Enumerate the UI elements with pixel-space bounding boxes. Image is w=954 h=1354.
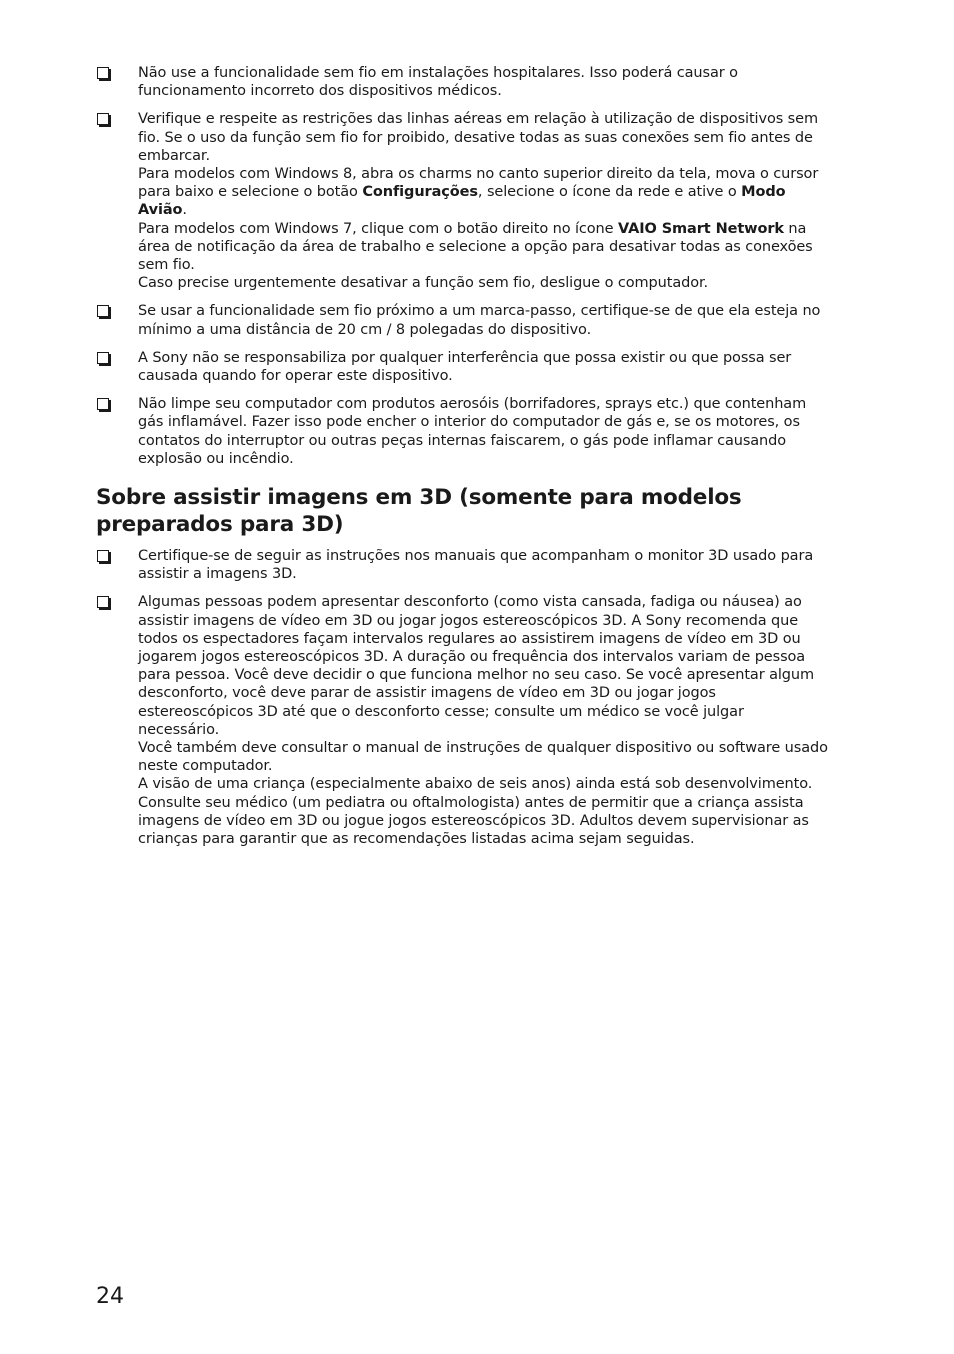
list-item xyxy=(96,395,828,468)
list-item xyxy=(96,110,828,292)
list-item xyxy=(96,547,828,583)
list-item xyxy=(96,64,828,100)
checkbox-bullet-icon xyxy=(97,596,109,608)
item-text: Algumas pessoas podem apresentar desconforto (como vista cansada, fadiga ou náusea) ao assistir imagens de vídeo em 3D ou jogar jogos estereoscópicos 3D. A Sony recomenda que todos os espectadores façam intervalos regulares ao assistirem imagens de vídeo em 3D ou jogarem jogos estereoscópicos 3D. A duração ou frequência dos intervalos variam de pessoa para pessoa. Você deve decidir o que funciona melhor no seu caso. Se você apresentar algum desconforto, você deve parar de assistir imagens de vídeo em 3D ou jogar jogos estereoscópicos 3D até que o desconforto cesse; consulte um médico se você julgar necessário. xyxy=(138,594,815,738)
list-item xyxy=(96,593,828,848)
item-text: A Sony não se responsabiliza por qualquer interferência que possa existir ou que possa ser causada quando for operar este dispositivo. xyxy=(138,349,792,385)
item-text: Certifique-se de seguir as instruções nos manuais que acompanham o monitor 3D usado para assistir a imagens 3D. xyxy=(138,548,814,583)
item-text: Você também deve consultar o manual de instruções de qualquer dispositivo ou software usado neste computador. xyxy=(138,740,828,775)
settings-button-label: Configurações xyxy=(362,184,478,201)
precautions-list xyxy=(96,64,828,478)
checkbox-bullet-icon xyxy=(97,550,109,562)
checkbox-bullet-icon xyxy=(97,113,109,125)
list-item xyxy=(96,302,828,338)
vaio-smart-network-label: VAIO Smart Network xyxy=(617,220,784,237)
item-text: Se usar a funcionalidade sem fio próximo a um marca-passo, certifique-se de que ela esteja no mínimo a uma distância de 20 cm / 8 polegadas do dispositivo. xyxy=(138,303,821,338)
section-heading: Sobre assistir imagens em 3D (somente para modelos preparados para 3D) xyxy=(96,485,742,537)
item-text-windows8: Para modelos com Windows 8, abra os charms no canto superior direito da tela, mova o cursor para baixo e selecione o botão Configurações, selecione o ícone da rede e ative o Modo Avião. xyxy=(138,166,819,219)
checkbox-bullet-icon xyxy=(97,305,109,317)
page-number: 24 xyxy=(96,1284,124,1309)
checkbox-bullet-icon xyxy=(97,352,109,364)
airplane-mode-label: Modo Avião xyxy=(138,184,786,219)
item-text-windows7: Para modelos com Windows 7, clique com o botão direito no ícone VAIO Smart Network na área de notificação da área de trabalho e selecione a opção para desativar todas as conexões sem fio. xyxy=(138,220,813,274)
list-item xyxy=(96,349,828,385)
item-text: Verifique e respeite as restrições das linhas aéreas em relação à utilização de dispositivos sem fio. Se o uso da função sem fio for proibido, desative todas as suas conexões sem fio antes de embarcar. xyxy=(138,111,818,164)
item-text: A visão de uma criança (especialmente abaixo de seis anos) ainda está sob desenvolvimento. Consulte seu médico (um pediatra ou oftalmologista) antes de permitir que a criança assista imagens de vídeo em 3D ou jogue jogos estereoscópicos 3D. Adultos devem supervisionar as crianças para garantir que as recomendações listadas acima sejam seguidas. xyxy=(138,776,813,848)
item-text: Não limpe seu computador com produtos aerosóis (borrifadores, sprays etc.) que contenham gás inflamável. Fazer isso pode encher o interior do computador de gás e, se os motores, os contatos do interruptor ou outras peças internas faiscarem, o gás pode inflamar causando explosão ou incêndio. xyxy=(138,396,807,467)
checkbox-bullet-icon xyxy=(97,67,109,79)
item-text: Não use a funcionalidade sem fio em instalações hospitalares. Isso poderá causar o funcionamento incorreto dos dispositivos médicos. xyxy=(138,65,738,100)
3d-precautions-list xyxy=(96,547,828,858)
checkbox-bullet-icon xyxy=(97,398,109,410)
item-text: Caso precise urgentemente desativar a função sem fio, desligue o computador. xyxy=(138,275,709,292)
